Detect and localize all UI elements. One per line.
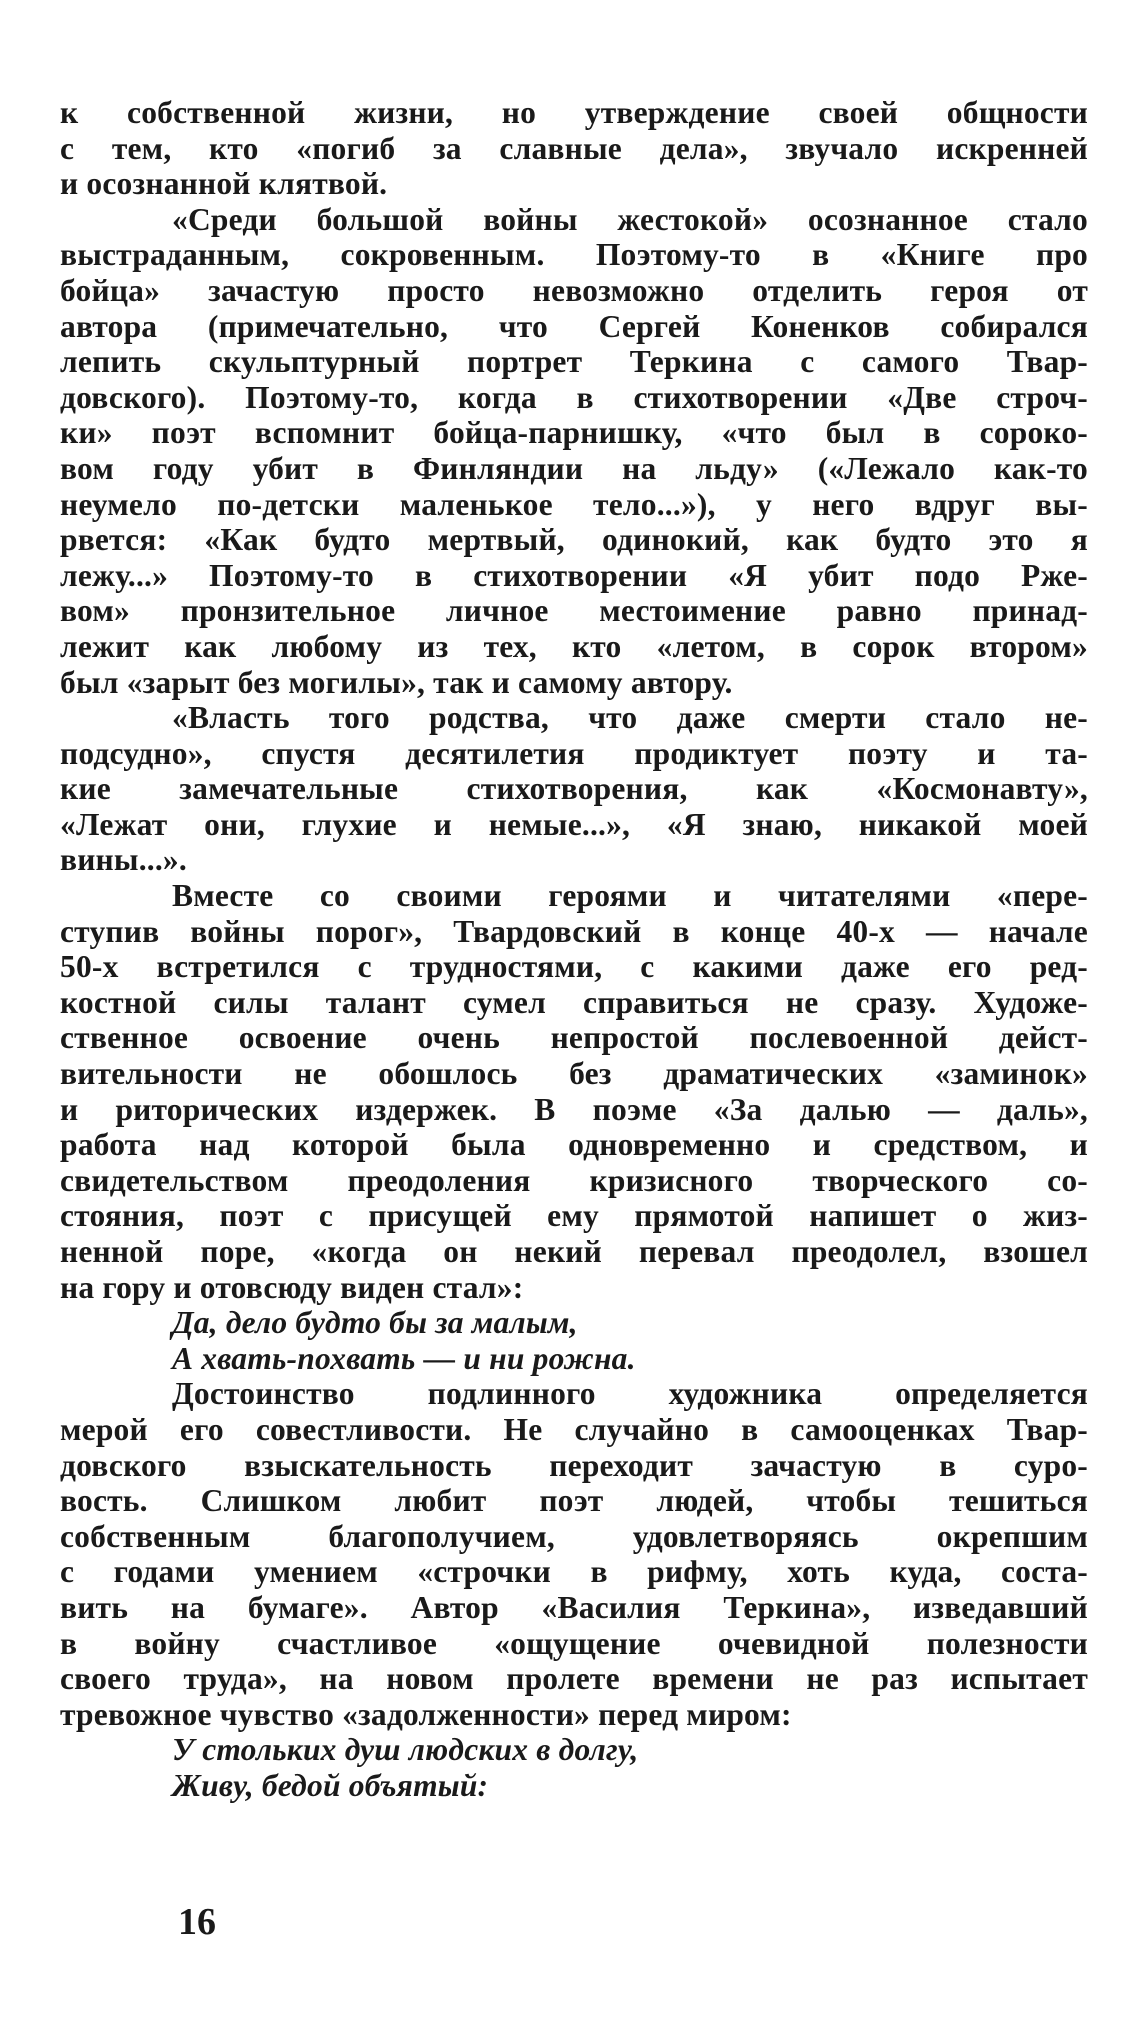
- text-line: автора (примечательно, что Сергей Коненков собирался: [60, 308, 1088, 344]
- text-line: мерой его совестливости. Не случайно в самооценках Твар-: [60, 1411, 1088, 1447]
- page-text: [60, 95, 1088, 1804]
- text-line: Достоинство подлинного художника определяется: [172, 1376, 1088, 1412]
- text-line: «Среди большой войны жестокой» осознанное стало: [172, 201, 1088, 237]
- text-line: костной силы талант сумел справиться не сразу. Художе-: [60, 984, 1088, 1020]
- page-number: 16: [178, 1901, 216, 1943]
- text-line: в войну счастливое «ощущение очевидной полезности: [60, 1625, 1088, 1661]
- text-line: и риторических издержек. В поэме «За далью — даль»,: [60, 1091, 1088, 1127]
- text-line: вительности не обошлось без драматических «заминок»: [60, 1056, 1088, 1092]
- text-line: работа над которой была одновременно и средством, и: [60, 1127, 1088, 1163]
- text-line: довского). Поэтому-то, когда в стихотворении «Две строч-: [60, 379, 1088, 415]
- text-line: лежу...» Поэтому-то в стихотворении «Я убит подо Рже-: [60, 557, 1088, 593]
- text-line: и осознанной клятвой.: [60, 166, 388, 202]
- text-line: «Лежат они, глухие и немые...», «Я знаю, никакой моей: [60, 806, 1088, 842]
- verse-line: Да, дело будто бы за малым,: [172, 1305, 578, 1341]
- text-line: «Власть того родства, что даже смерти стало не-: [172, 700, 1088, 736]
- text-line: с годами умением «строчки в рифму, хоть куда, соста-: [60, 1554, 1088, 1590]
- text-line: лепить скульптурный портрет Теркина с самого Твар-: [60, 344, 1088, 380]
- text-line: свидетельством преодоления кризисного творческого со-: [60, 1162, 1088, 1198]
- text-line: был «зарыт без могилы», так и самому автору.: [60, 664, 733, 700]
- text-line: подсудно», спустя десятилетия продиктует поэту и та-: [60, 735, 1088, 771]
- text-line: ственное освоение очень непростой послевоенной дейст-: [60, 1020, 1088, 1056]
- text-line: вом году убит в Финляндии на льду» («Лежало как-то: [60, 450, 1088, 486]
- text-line: вить на бумаге». Автор «Василия Теркина», изведавший: [60, 1589, 1088, 1625]
- text-line: выстраданным, сокровенным. Поэтому-то в «Книге про: [60, 237, 1088, 273]
- text-line: вом» пронзительное личное местоимение равно принад-: [60, 593, 1088, 629]
- text-line: рвется: «Как будто мертвый, одинокий, как будто это я: [60, 522, 1088, 558]
- text-line: ступив войны порог», Твардовский в конце 40-х — начале: [60, 913, 1088, 949]
- verse-line: Живу, бедой объятый:: [172, 1767, 489, 1803]
- text-line: бойца» зачастую просто невозможно отделить героя от: [60, 272, 1088, 308]
- text-line: стояния, поэт с присущей ему прямотой напишет о жиз-: [60, 1198, 1088, 1234]
- text-line: вость. Слишком любит поэт людей, чтобы тешиться: [60, 1483, 1088, 1519]
- text-line: собственным благополучием, удовлетворяясь окрепшим: [60, 1518, 1088, 1554]
- verse-line: У стольких душ людских в долгу,: [172, 1732, 639, 1768]
- text-line: к собственной жизни, но утверждение своей общности: [60, 95, 1088, 130]
- text-line: 50-х встретился с трудностями, с какими даже его ред-: [60, 949, 1088, 985]
- text-line: ненной поре, «когда он некий перевал преодолел, взошел: [60, 1234, 1088, 1269]
- text-line: кие замечательные стихотворения, как «Космонавту»,: [60, 771, 1088, 807]
- text-line: довского взыскательность переходит зачастую в суро-: [60, 1447, 1088, 1483]
- verse-line: А хвать-похвать — и ни рожна.: [172, 1340, 636, 1376]
- text-line: с тем, кто «погиб за славные дела», звучало искренней: [60, 130, 1088, 166]
- text-line: на гору и отовсюду виден стал»:: [60, 1269, 524, 1305]
- text-line: ки» поэт вспомнит бойца-парнишку, «что был в сороко-: [60, 415, 1088, 451]
- text-line: неумело по-детски маленькое тело...»), у него вдруг вы-: [60, 486, 1088, 522]
- text-line: Вместе со своими героями и читателями «пере-: [172, 878, 1088, 914]
- text-line: вины...».: [60, 842, 187, 878]
- text-line: лежит как любому из тех, кто «летом, в сорок втором»: [60, 628, 1088, 664]
- text-line: тревожное чувство «задолженности» перед миром:: [60, 1696, 792, 1732]
- text-line: своего труда», на новом пролете времени не раз испытает: [60, 1661, 1088, 1697]
